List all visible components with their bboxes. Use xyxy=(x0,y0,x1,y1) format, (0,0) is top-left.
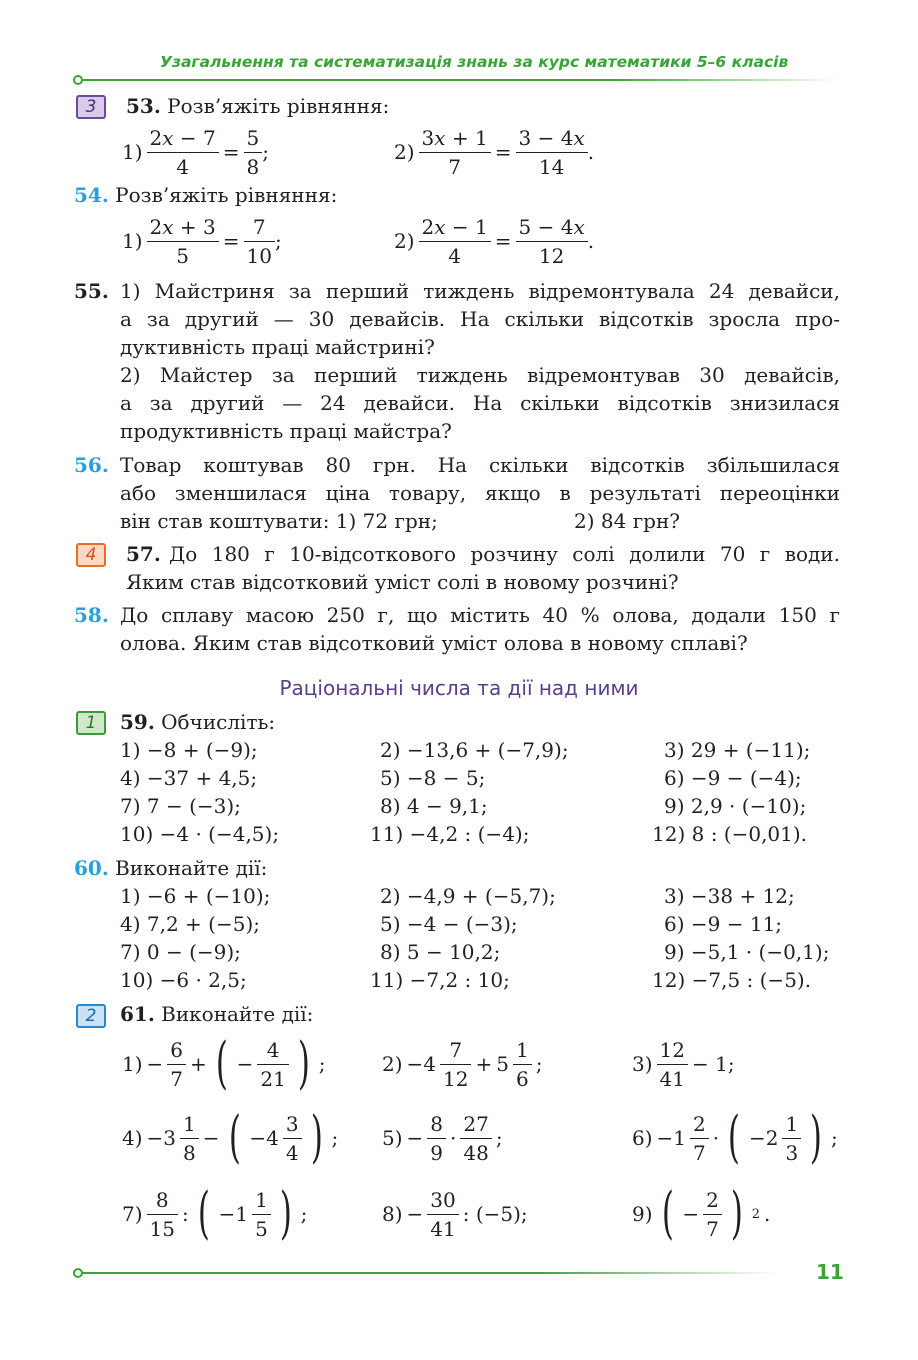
expression-61-2: 2) −4 $\frac{7}{12}$ + 5 $\frac{1}{6}$ ; xyxy=(382,1037,543,1091)
exercise-item: 2) −4,9 + (−5,7); xyxy=(380,884,556,908)
exercise-item: 9) 2,9 · (−10); xyxy=(664,794,807,818)
level-badge-4: 4 xyxy=(76,543,106,567)
problem-55-line: продуктивність праці майстра? xyxy=(120,419,452,443)
problem-53-heading xyxy=(126,92,389,120)
problem-55-line: 2) Майстер за перший тиждень відремонтував 30 девайсів, xyxy=(120,363,840,387)
problem-56-number: 56. xyxy=(74,453,109,477)
exercise-item: 11) −7,2 : 10; xyxy=(370,968,510,992)
expression-61-7: 7) $\frac{8}{15}$ : ( −1 $\frac{1}{5}$ ) ; xyxy=(122,1181,308,1246)
problem-55-line: а за другий — 30 девайсів. На скільки відсотків зросла про- xyxy=(120,307,840,331)
fraction: $\frac{2x - 7}{4}$ xyxy=(147,127,219,178)
exercise-item: 4) −37 + 4,5; xyxy=(120,766,258,790)
problem-60-heading: 60. Виконайте дії: xyxy=(74,856,268,880)
exercise-item: 2) −13,6 + (−7,9); xyxy=(380,738,569,762)
exercise-item: 3) 29 + (−11); xyxy=(664,738,811,762)
header-rule-dot xyxy=(73,75,83,85)
problem-59-heading: 59. Обчисліть: xyxy=(120,710,276,734)
exercise-item: 6) −9 − 11; xyxy=(664,912,783,936)
exercise-item: 8) 5 − 10,2; xyxy=(380,940,501,964)
expression-61-4: 4) −3 $\frac{1}{8}$ − ( −4 $\frac{3}{4}$ ) ; xyxy=(122,1105,339,1170)
expression-61-6: 6) −1 $\frac{2}{7}$ · ( −2 $\frac{1}{3}$ ) ; xyxy=(632,1105,838,1170)
problem-57-line: До 180 г 10-відсоткового розчину солі долили 70 г води. xyxy=(169,542,840,566)
problem-54-heading xyxy=(74,181,337,209)
problem-58-line: олова. Яким став відсотковий уміст олова в новому сплаві? xyxy=(120,631,748,655)
problem-57-number: 57. xyxy=(126,542,161,566)
exercise-item: 11) −4,2 : (−4); xyxy=(370,822,530,846)
exercise-item: 10) −6 · 2,5; xyxy=(120,968,247,992)
problem-55-line: а за другий — 24 девайси. На скільки відсотків знизилася xyxy=(120,391,840,415)
equation-53-2: 2) $\frac{3x + 1}{7}$ = $\frac{3 - 4x}{14}$ . xyxy=(394,125,595,179)
fraction: $\frac{5 - 4x}{12}$ xyxy=(516,216,588,267)
footer-rule xyxy=(80,1272,780,1274)
equation-53-1: 1) $\frac{2x - 7}{4}$ = $\frac{5}{8}$ ; xyxy=(122,125,269,179)
problem-55-line: 1) Майстриня за перший тиждень відремонтувала 24 девайси, xyxy=(120,279,840,303)
exercise-item: 12) 8 : (−0,01). xyxy=(652,822,808,846)
exercise-item: 9) −5,1 · (−0,1); xyxy=(664,940,830,964)
problem-55-line: дуктивність праці майстрині? xyxy=(120,335,435,359)
fraction: $\frac{3x + 1}{7}$ xyxy=(419,127,491,178)
problem-56-line: Товар коштував 80 грн. На скільки відсотків збільшилася xyxy=(120,453,840,477)
exercise-item: 6) −9 − (−4); xyxy=(664,766,802,790)
level-badge-3: 3 xyxy=(76,95,106,119)
exercise-item: 4) 7,2 + (−5); xyxy=(120,912,260,936)
exercise-item: 12) −7,5 : (−5). xyxy=(652,968,812,992)
problem-number: 53. xyxy=(126,94,161,118)
expression-61-5: 5) − $\frac{8}{9}$ · $\frac{27}{48}$ ; xyxy=(382,1111,503,1165)
exercise-item: 1) −8 + (−9); xyxy=(120,738,258,762)
expression-61-8: 8) − $\frac{30}{41}$ : (−5); xyxy=(382,1187,528,1241)
problem-number: 54. xyxy=(74,183,109,207)
problem-56-line: 2) 84 грн? xyxy=(574,509,681,533)
page-number: 11 xyxy=(816,1260,844,1284)
section-title: Раціональні числа та дії над ними xyxy=(279,676,639,700)
problem-56-line: він став коштувати: 1) 72 грн; xyxy=(120,509,438,533)
problem-58-line: До сплаву масою 250 г, що містить 40 % олова, додали 150 г xyxy=(120,603,840,627)
fraction: $\frac{2x - 1}{4}$ xyxy=(419,216,491,267)
level-badge-1: 1 xyxy=(76,711,106,735)
exercise-item: 1) −6 + (−10); xyxy=(120,884,271,908)
problem-56-line: або зменшилася ціна товару, якщо в результаті переоцінки xyxy=(120,481,840,505)
problem-57-line: Яким став відсотковий уміст солі в новому розчині? xyxy=(126,570,679,594)
fraction: $\frac{7}{10}$ xyxy=(244,216,275,267)
expression-61-9: 9) ( − $\frac{2}{7}$ ) 2 . xyxy=(632,1181,771,1246)
fraction: $\frac{5}{8}$ xyxy=(244,127,263,178)
exercise-item: 7) 0 − (−9); xyxy=(120,940,241,964)
problem-61-heading: 61. Виконайте дії: xyxy=(120,1002,314,1026)
exercise-item: 5) −4 − (−3); xyxy=(380,912,518,936)
problem-58-number: 58. xyxy=(74,603,109,627)
running-header: Узагальнення та систематизація знань за курс математики 5–6 класів xyxy=(160,53,789,71)
equation-54-2: 2) $\frac{2x - 1}{4}$ = $\frac{5 - 4x}{12}$ . xyxy=(394,214,595,268)
equation-54-1: 1) $\frac{2x + 3}{5}$ = $\frac{7}{10}$ ; xyxy=(122,214,282,268)
problem-55-number: 55. xyxy=(74,279,109,303)
expression-61-3: 3) $\frac{12}{41}$ − 1; xyxy=(632,1037,735,1091)
fraction: $\frac{3 - 4x}{14}$ xyxy=(516,127,588,178)
header-rule xyxy=(80,79,840,81)
problem-text: Розв’яжіть рівняння: xyxy=(115,183,338,207)
fraction: $\frac{2x + 3}{5}$ xyxy=(147,216,219,267)
exercise-item: 5) −8 − 5; xyxy=(380,766,486,790)
footer-rule-dot xyxy=(73,1268,83,1278)
problem-text: Розв’яжіть рівняння: xyxy=(167,94,390,118)
level-badge-2: 2 xyxy=(76,1004,106,1028)
exercise-item: 3) −38 + 12; xyxy=(664,884,795,908)
exercise-item: 10) −4 · (−4,5); xyxy=(120,822,280,846)
exercise-item: 8) 4 − 9,1; xyxy=(380,794,488,818)
exercise-item: 7) 7 − (−3); xyxy=(120,794,241,818)
expression-61-1: 1) − $\frac{6}{7}$ + ( − $\frac{4}{21}$ ) ; xyxy=(122,1031,326,1096)
